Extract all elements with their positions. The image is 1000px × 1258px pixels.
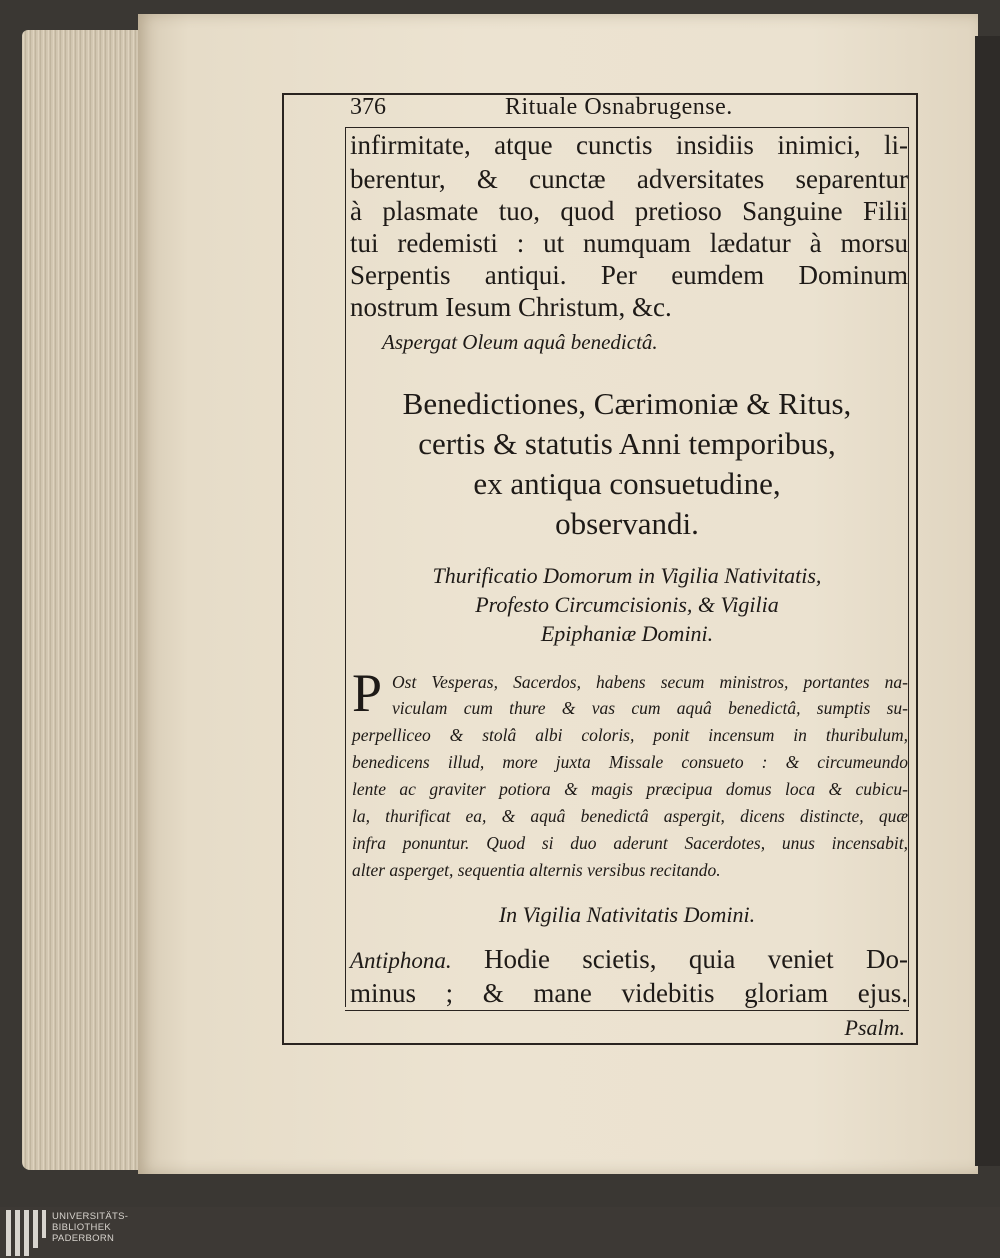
library-name-line: PADERBORN	[52, 1233, 115, 1244]
library-name-line: UNIVERSITÄTS-	[52, 1211, 129, 1222]
heading-line: observandi.	[555, 506, 699, 541]
library-name-line: BIBLIOTHEK	[52, 1222, 111, 1233]
prayer-line: à plasmate tuo, quod pretioso Sanguine Filii	[350, 196, 908, 226]
subheading-line: Thurificatio Domorum in Vigilia Nativitatis,	[432, 563, 822, 588]
page-number: 376	[350, 94, 386, 120]
prayer-line-last: nostrum Iesum Christum, &c.	[350, 292, 672, 322]
prayer-line: infirmitate, atque cunctis insidiis inimici, li-	[350, 130, 908, 160]
instruction-line: infra ponuntur. Quod si duo aderunt Sacerdotes, unus incensabit,	[352, 833, 908, 853]
antiphon-line-2: minus ; & mane videbitis gloriam ejus.	[350, 978, 908, 1008]
subheading-line: Epiphaniæ Domini.	[540, 621, 714, 646]
antiphon-text: Hodie scietis, quia veniet Do-	[483, 944, 909, 974]
frame-inner-top-rule	[345, 127, 909, 128]
heading-line: certis & statutis Anni temporibus,	[418, 426, 836, 461]
running-head	[350, 94, 910, 124]
heading-line: Benedictiones, Cærimoniæ & Ritus,	[402, 386, 852, 421]
heading-line: ex antiqua consuetudine,	[473, 466, 781, 501]
antiphon-label: Antiphona.	[350, 948, 452, 973]
library-logo-icon	[6, 1210, 46, 1256]
frame-bottom-rule	[282, 1043, 918, 1045]
subheading-line: Profesto Circumcisionis, & Vigilia	[475, 592, 779, 617]
instruction-line: la, thurificat ea, & aquâ benedictâ aspergit, dicens distincte, quæ	[352, 806, 908, 826]
instruction-line: benedicens illud, more juxta Missale consueto : & circumeundo	[352, 752, 908, 772]
prayer-line: Serpentis antiqui. Per eumdem Dominum	[350, 260, 908, 290]
running-title: Rituale Osnabrugense.	[505, 94, 733, 120]
prayer-line: berentur, & cunctæ adversitates separentur	[350, 164, 908, 194]
frame-right-rule	[916, 93, 918, 1043]
rubric: Aspergat Oleum aquâ benedictâ.	[382, 330, 658, 354]
antiphon-line	[350, 944, 908, 975]
facing-page-gutter	[975, 36, 1000, 1166]
drop-capital: P	[352, 663, 383, 723]
frame-inner-bottom-rule	[345, 1010, 909, 1011]
catchword: Psalm.	[844, 1015, 905, 1040]
instruction-line: Ost Vesperas, Sacerdos, habens secum ministros, portantes na-	[392, 672, 908, 692]
footer-bar	[0, 1207, 1000, 1258]
library-name	[52, 1211, 128, 1244]
instruction-line: perpelliceo & stolâ albi coloris, ponit incensum in thuribulum,	[352, 725, 908, 745]
prayer-line: tui redemisti : ut numquam lædatur à morsu	[350, 228, 908, 258]
book-page-edges	[22, 30, 152, 1170]
instruction-line: lente ac graviter potiora & magis præcipua domus loca & cubicu-	[352, 779, 908, 799]
instruction-line: viculam cum thure & vas cum aquâ benedictâ, sumptis su-	[392, 698, 908, 718]
instruction-line-last: alter asperget, sequentia alternis versibus recitando.	[352, 860, 721, 880]
frame-left-rule	[282, 93, 284, 1043]
section-title: In Vigilia Nativitatis Domini.	[498, 902, 756, 927]
